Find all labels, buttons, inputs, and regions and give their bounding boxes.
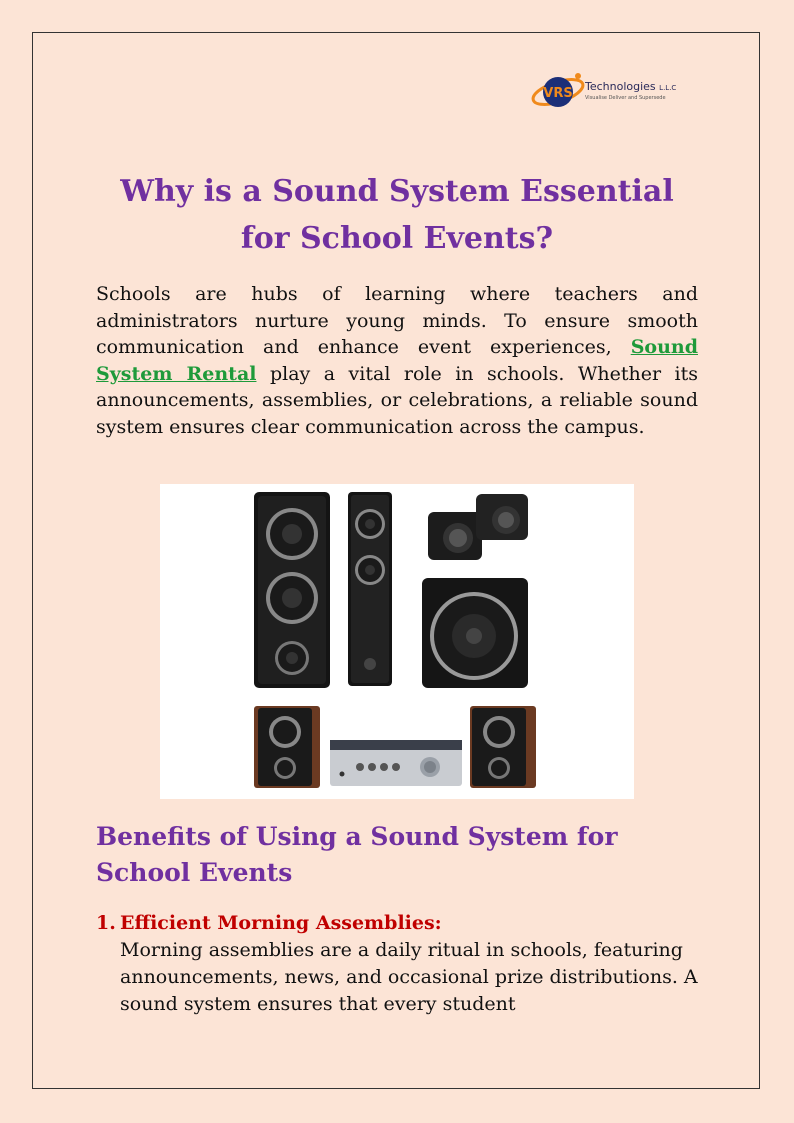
- tower-speaker-left: [254, 492, 330, 688]
- bookshelf-speaker-left: [254, 706, 320, 788]
- section-heading: Benefits of Using a Sound System for School Events: [96, 822, 618, 887]
- list-item-heading: 1. Efficient Morning Assemblies:: [96, 910, 698, 937]
- benefits-list: [96, 910, 698, 1018]
- list-item-number: 1.: [96, 912, 116, 934]
- tower-speaker-narrow: [348, 492, 392, 686]
- intro-paragraph: Schools are hubs of learning where teachers and administrators nurture young minds. To ensure smooth communication and enhance event experiences, Sound System Rental play a vital role in schools. Whether its announcements, assemblies, or celebrations, a reliable sound system ensures clear communication across the campus.: [96, 283, 698, 438]
- logo-mark: VRS: [543, 86, 573, 101]
- sound-system-image: [160, 484, 634, 799]
- bookshelf-speaker-right: [470, 706, 536, 788]
- logo-tagline: Visualise Deliver and Supersede: [585, 95, 666, 101]
- sound-system-rental-link[interactable]: Sound System Rental: [96, 336, 698, 385]
- amplifier: [330, 740, 462, 786]
- subwoofer: [422, 578, 528, 688]
- list-item-body: Morning assemblies are a daily ritual in schools, featuring announcements, news, and occasional prize distributions. A sound system ensures that every student: [120, 939, 698, 1015]
- logo-name: Technologies L.L.C: [585, 80, 677, 93]
- list-item: [96, 910, 698, 1018]
- page-title: Why is a Sound System Essential for School Events?: [120, 174, 674, 256]
